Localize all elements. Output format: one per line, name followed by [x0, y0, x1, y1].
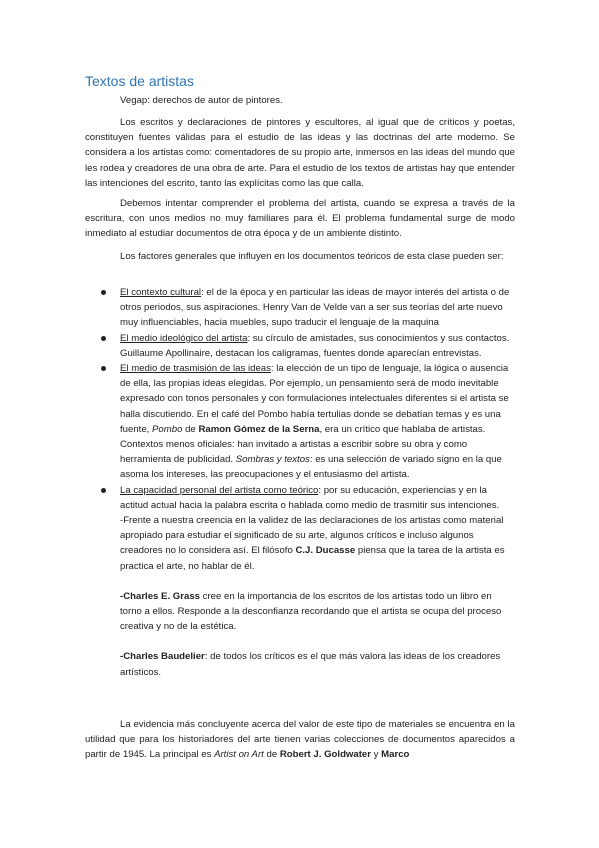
bullet-text: : el de la época y en particular las ideas de mayor interés del artista o de otros periodos, sus aspiraciones. Henry Van de Velde van a ser sus teorías del arte nuevo muy influenciables, hacia muebles, supo traducir el lenguaje de la maquina	[120, 287, 510, 329]
bullet-text-official: Contextos menos oficiales: han invitado a artistas a escribir sobre su obra y como herramienta de publicidad.	[120, 439, 468, 466]
paragraph-factors	[85, 249, 515, 264]
paragraph-problem	[85, 196, 515, 242]
author-baudelier: -Charles Baudelier	[120, 651, 205, 663]
paragraph-problem-text: Debemos intentar comprender el problema del artista, cuando se expresa a través de la escritura, con unos medios no muy familiares para él. El problema fundamental surge de modo inmediato al estudiar documentos de otra época y de un ambiente distinto.	[85, 198, 515, 240]
factors-list	[85, 285, 515, 680]
bullet-heading: El medio ideológico del artista	[120, 332, 248, 344]
bullet-text-cont: , era un crítico que hablaba de artistas.	[319, 423, 486, 435]
paragraph-evidence-text: La evidencia más concluyente acerca del valor de este tipo de materiales se encuentra en la utilidad que para los historiadores del arte tienen varias colecciones de documentos aparecidos a partir de 1945. La principal es	[85, 719, 515, 761]
bullet-heading: El contexto cultural	[120, 287, 202, 298]
bullet-icon	[101, 366, 106, 371]
page-title: Textos de artistas	[85, 73, 194, 89]
book-title: Artist on Art	[214, 749, 264, 761]
bullet-text: : por su educación, experiencias y en la actitud actual hacia la palabra escrita o hablada como medio de trasmitir sus intenciones.	[120, 484, 500, 511]
author-ducasse: C.J. Ducasse	[295, 545, 356, 557]
bullet-text-creencia: -Frente a nuestra creencia en la validez de las declaraciones de los artistas como material apropiado para estudiar el significado de su arte, algunos críticos e incluso algunos creadores no lo considera así. El filósofo	[120, 515, 504, 557]
connector-y: y	[371, 749, 382, 761]
author-ramon: Ramon Gómez de la Serna	[198, 423, 320, 435]
paragraph-factors-text: Los factores generales que influyen en los documentos teóricos de esta clase pueden ser:	[120, 251, 504, 262]
author-grass: -Charles E. Grass	[120, 590, 200, 602]
paragraph-evidence	[85, 717, 515, 763]
list-item	[85, 285, 515, 331]
list-item	[85, 483, 515, 680]
list-item	[85, 331, 515, 361]
paragraph-intro	[85, 115, 515, 191]
bullet-text: : la elección de un tipo de lenguaje, la lógica o ausencia de ella, las propias ideas elegidas. Por ejemplo, un pensamiento será de modo inevitable expresado con tonos personales y con formulaciones intelectuales diferentes si el artista se halla discutiendo. En el café del Pombo había tertulias donde se debatían temas y es una fuente,	[120, 363, 509, 435]
bullet-text-baudelier: : de todos los críticos es el que más valora las ideas de los creadores artísticos.	[120, 651, 501, 678]
bullet-text-grass: cree en la importancia de los escritos de los artistas todo un libro en torno a ellos. Responde a la desconfianza recordando que el artista se ocupa del proceso creativa y no de la estética.	[120, 590, 502, 633]
bullet-icon	[101, 488, 106, 493]
author-goldwater: Robert J. Goldwater	[279, 749, 371, 761]
author-marco: Marco	[381, 749, 410, 761]
subtitle: Vegap: derechos de autor de pintores.	[120, 95, 283, 106]
sombras-title: Sombras y textos	[235, 454, 310, 466]
bullet-heading: La capacidad personal del artista como teórico	[120, 484, 319, 496]
connector-de: de	[182, 423, 199, 435]
bullet-text: : su círculo de amistades, sus conocimientos y sus contactos. Guillaume Apollinaire, destacan los caligramas, fuentes donde aparecían entrevistas.	[120, 332, 510, 359]
pombo-title: Pombo	[152, 423, 183, 435]
bullet-text-sombras: : es una selección de variado signo en la que asoma los intereses, las preocupaciones y el entusiasmo del artista.	[120, 454, 502, 481]
bullet-heading: El medio de trasmisión de las ideas	[120, 363, 271, 375]
connector-de: de	[263, 749, 280, 761]
bullet-icon	[101, 290, 106, 295]
bullet-text-ducasse: piensa que la tarea de la artista es practica el arte, no hablar de él.	[120, 545, 505, 572]
bullet-icon	[101, 336, 106, 341]
paragraph-intro-text: Los escritos y declaraciones de pintores y escultores, al igual que de críticos y poetas, constituyen fuentes válidas para el estudio de las ideas y las doctrinas del arte moderno. Se considera a los artistas como: comentadores de su propio arte, inmersos en las ideas del mundo que les rodea y creadores de una obra de arte. Para el estudio de los textos de artistas hay que entender las intenciones del escrito, tanto las explícitas como las que calla.	[85, 117, 515, 189]
list-item	[85, 361, 515, 483]
